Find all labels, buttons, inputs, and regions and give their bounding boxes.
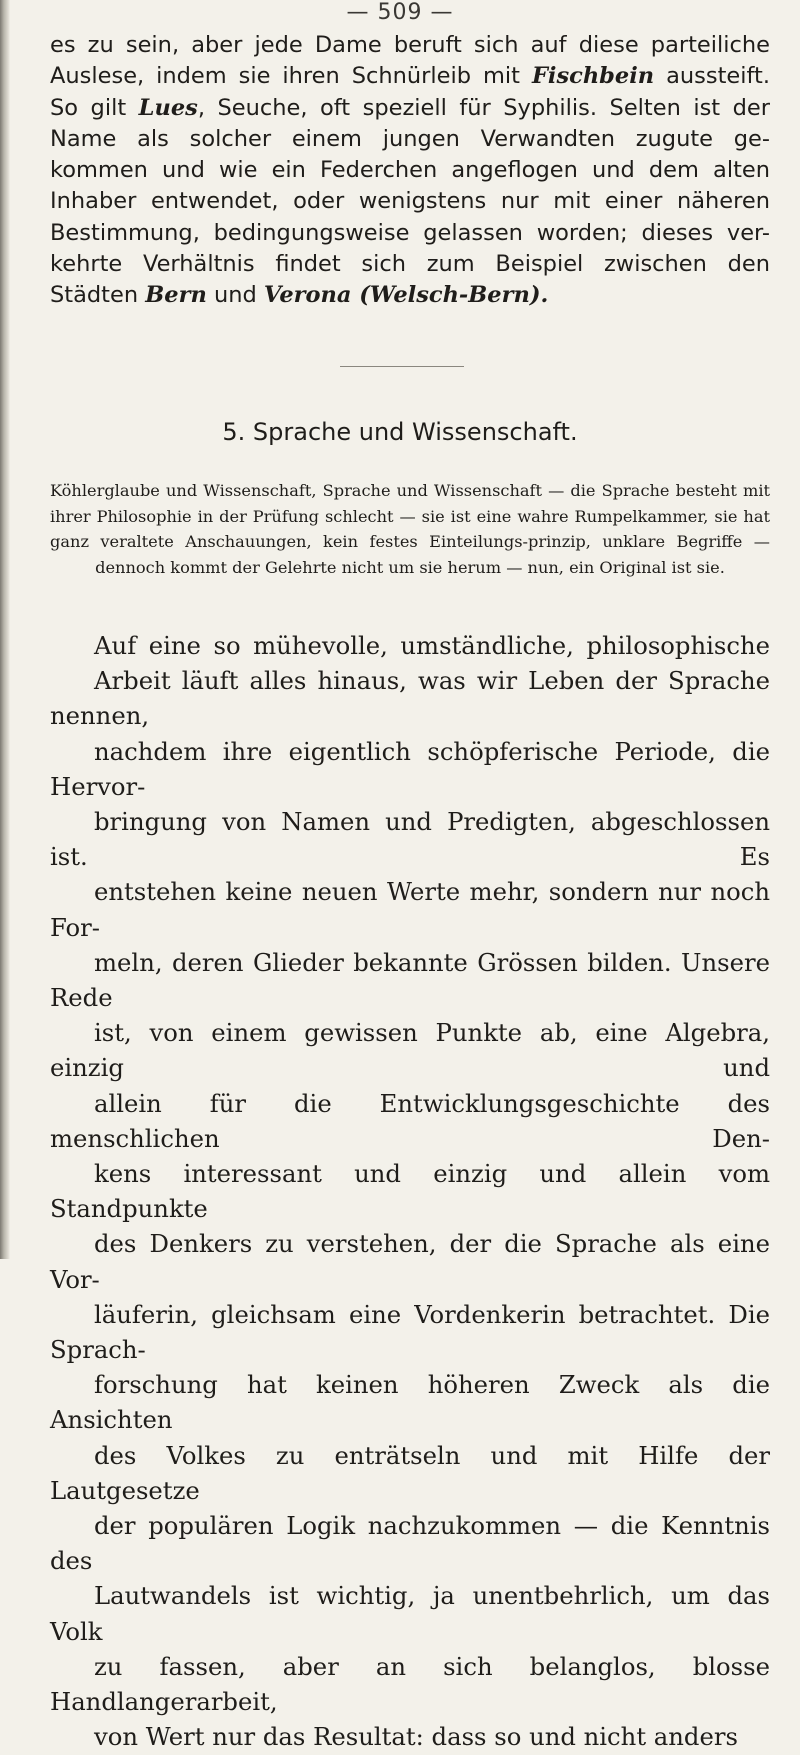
text-line: forschung hat keinen höheren Zweck als die Ansichten (50, 1370, 770, 1435)
text-line: zu fassen, aber an sich belanglos, blosse Handlangerarbeit, (50, 1651, 770, 1717)
text-line: läuferin, gleichsam eine Vordenkerin betrachtet. Die Sprach- (50, 1299, 770, 1365)
text-line: Auslese, indem sie ihren Schnürleib mit Fischbein aussteift. (50, 63, 770, 90)
section-divider (340, 366, 464, 367)
paragraph-2 (50, 628, 770, 1755)
text-line: nachdem ihre eigentlich schöpferische Periode, die Hervor- (50, 736, 770, 801)
text-line: Arbeit läuft alles hinaus, was wir Leben der Sprache nennen, (50, 666, 770, 731)
text-line: entstehen keine neuen Werte mehr, sondern nur noch For- (50, 877, 770, 942)
italic-term: Fischbein (531, 63, 655, 90)
section-abstract: Köhlerglaube und Wissenschaft, Sprache und Wissenschaft — die Sprache besteht mit ihrer Philosophie in der Prüfung schlecht — sie ist eine wahre Rumpelkammer, sie hat ganz veraltete Anschauungen, kein festes Einteilungs-prinzip, unklare Begriffe — dennoch kommt der Gelehrte nicht um sie herum — nun, ein Original ist sie. (50, 481, 770, 577)
text-line: kehrte Verhältnis findet sich zum Beispiel zwischen den (50, 251, 770, 278)
paragraph-1 (50, 30, 770, 312)
text-line: des Volkes zu enträtseln und mit Hilfe der Lautgesetze (50, 1440, 770, 1505)
text-line: So gilt Lues, Seuche, oft speziell für Syphilis. Selten ist der (50, 94, 770, 121)
text-line: allein für die Entwicklungsgeschichte des menschlichen Den- (50, 1088, 770, 1153)
text-line: kens interessant und einzig und allein vom Standpunkte (50, 1159, 770, 1224)
italic-term: Verona (Welsch-Bern). (263, 282, 549, 309)
page-number: — 509 — (346, 0, 454, 25)
text-line: der populären Logik nachzukommen — die Kenntnis des (50, 1511, 770, 1576)
text-line: des Denkers zu verstehen, der die Sprache als eine Vor- (50, 1229, 770, 1294)
text-line: Inhaber entwendet, oder wenigstens nur mit einer näheren (50, 188, 770, 215)
italic-term: Bern (145, 282, 207, 309)
text-line: Städten Bern und Verona (Welsch-Bern). (50, 282, 549, 309)
italic-term: Lues (138, 94, 198, 121)
text-line: bringung von Namen und Predigten, abgeschlossen ist. Es (50, 807, 770, 872)
text-line: Bestimmung, bedingungsweise gelassen worden; dieses ver- (50, 219, 770, 246)
section-heading: 5. Sprache und Wissenschaft. (222, 418, 578, 446)
text-line: Lautwandels ist wichtig, ja unentbehrlich, um das Volk (50, 1581, 770, 1646)
text-line: meln, deren Glieder bekannte Grössen bilden. Unsere Rede (50, 947, 770, 1013)
text-line: von Wert nur das Resultat: dass so und nicht anders (94, 1722, 738, 1752)
page-binding-edge (0, 0, 10, 1259)
text-line: es zu sein, aber jede Dame beruft sich auf diese parteiliche (50, 32, 770, 58)
text-line: kommen und wie ein Federchen angeflogen und dem alten (50, 157, 770, 184)
text-line: Name als solcher einem jungen Verwandten zugute ge- (50, 125, 770, 152)
text-line: Auf eine so mühevolle, umständliche, philosophische (94, 631, 770, 660)
text-line: ist, von einem gewissen Punkte ab, eine Algebra, einzig und (50, 1018, 770, 1083)
